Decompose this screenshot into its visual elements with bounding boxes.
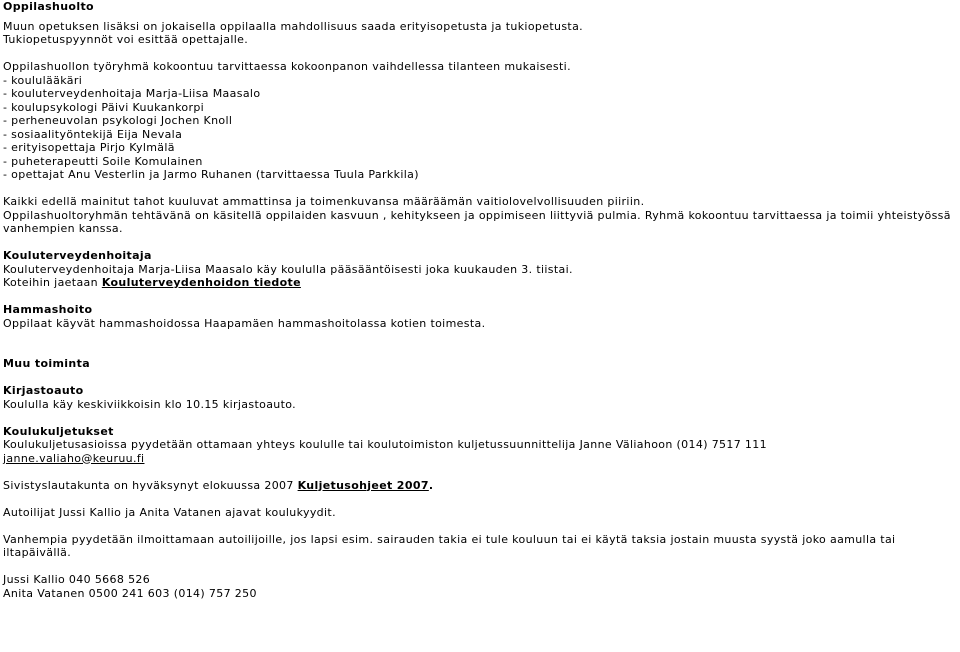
group-intro: Oppilashuollon työryhmä kokoontuu tarvittaessa kokoonpanon vaihdellessa tilanteen mukaisesti. [3,60,571,73]
group-task-text: Oppilashuoltoryhmän tehtävänä on käsitellä oppilaiden kasvuun , kehitykseen ja oppimiseen liittyviä pulmia. Ryhmä kokoontuu tarvittaessa ja toimii yhteistyössä vanhempien kanssa. [3,208,951,235]
list-item: - opettajat Anu Vesterlin ja Jarmo Ruhanen (tarvittaessa Tuula Parkkila) [3,168,419,181]
drivers-text: Autoilijat Jussi Kallio ja Anita Vatanen ajavat koulukyydit. [3,505,336,519]
list-item: - erityisopettaja Pirjo Kylmälä [3,141,175,154]
heading-hammashoito: Hammashoito [3,303,93,316]
list-item: - kouluterveydenhoitaja Marja-Liisa Maasalo [3,87,261,100]
email-link[interactable]: janne.valiaho@keuruu.fi [3,451,145,465]
nurse-info-line [3,276,960,290]
list-item: - sosiaalityöntekijä Eija Nevala [3,127,183,141]
list-item: - puheterapeutti Soile Komulainen [3,154,203,168]
driver-phone-2: Anita Vatanen 0500 241 603 (014) 757 250 [3,586,257,600]
library-bus-text: Koululla käy keskiviikkoisin klo 10.15 kirjastoauto. [3,397,297,411]
approval-line [3,479,960,493]
driver-phone-1: Jussi Kallio 040 5668 526 [3,573,151,586]
list-item: - koulupsykologi Päivi Kuukankorpi [3,100,205,114]
absence-text: Vanhempia pyydetään ilmoittamaan autoilijoille, jos lapsi esim. sairauden takia ei tule kouluun tai ei käytä taksia jostain muusta syystä joko aamulla tai iltapäivällä. [3,532,896,559]
nurse-text: Kouluterveydenhoitaja Marja-Liisa Maasalo käy koululla pääsääntöisesti joka kuukauden 3. tiistai. [3,262,573,276]
approval-suffix: . [428,478,434,492]
heading-oppilashuolto: Oppilashuolto [3,0,94,13]
transport-instructions-link[interactable]: Kuljetusohjeet 2007 [297,478,429,492]
heading-kouluterveydenhoitaja: Kouluterveydenhoitaja [3,249,152,262]
confidentiality-text: Kaikki edellä mainitut tahot kuuluvat ammattinsa ja toimenkuvansa määräämän vaitiolovelvollisuuden piiriin. [3,195,645,208]
heading-muu-toiminta: Muu toiminta [3,357,90,370]
intro-text-1: Muun opetuksen lisäksi on jokaisella oppilaalla mahdollisuus saada erityisopetusta ja tukiopetusta. [3,19,584,33]
intro-text-2: Tukiopetuspyynnöt voi esittää opettajalle. [3,33,249,46]
nurse-bulletin-link[interactable]: Kouluterveydenhoidon tiedote [101,276,301,289]
heading-koulukuljetukset: Koulukuljetukset [3,424,114,438]
list-item: - perheneuvolan psykologi Jochen Knoll [3,114,233,127]
transport-text: Koulukuljetusasioissa pyydetään ottamaan yhteys koululle tai koulutoimiston kuljetussuunnittelija Janne Väliahoon (014) 7517 111 [3,438,767,451]
list-item: - koululääkäri [3,73,83,87]
approval-prefix: Sivistyslautakunta on hyväksynyt elokuussa 2007 [3,478,298,492]
heading-kirjastoauto: Kirjastoauto [3,384,84,397]
nurse-info-prefix: Koteihin jaetaan [3,276,102,289]
dental-text: Oppilaat käyvät hammashoidossa Haapamäen hammashoitolassa kotien toimesta. [3,316,486,330]
members-list [3,74,960,182]
